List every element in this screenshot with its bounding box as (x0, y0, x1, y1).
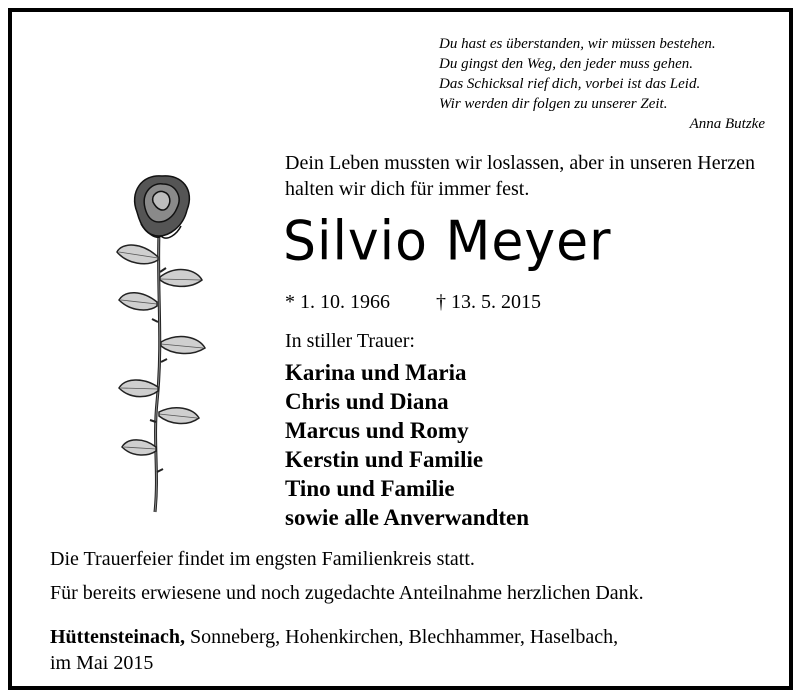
family-list (285, 358, 529, 532)
ceremony-note: Die Trauerfeier findet im engsten Familienkreis statt. (50, 548, 475, 570)
birth-date: * 1. 10. 1966 (285, 291, 390, 313)
mourning-label: In stiller Trauer: (285, 330, 415, 352)
family-member: Karina und Maria (285, 360, 467, 385)
rose-icon (107, 172, 217, 517)
poem-line: Wir werden dir folgen zu unserer Zeit. (439, 96, 668, 112)
poem-author: Anna Butzke (689, 116, 765, 132)
poem-line: Du hast es überstanden, wir müssen bestehen. (439, 36, 716, 52)
family-member: Kerstin und Familie (285, 447, 484, 472)
poem-line: Das Schicksal rief dich, vorbei ist das Leid. (439, 76, 701, 92)
poem (405, 34, 765, 134)
places-main: Hüttensteinach, (50, 626, 185, 648)
places-date: im Mai 2015 (50, 652, 154, 674)
family-member: Chris und Diana (285, 389, 449, 414)
family-member: Tino und Familie (285, 476, 455, 501)
death-date: † 13. 5. 2015 (436, 291, 541, 313)
deceased-name: Silvio Meyer (283, 210, 612, 273)
places-rest: Sonneberg, Hohenkirchen, Blechhammer, Haselbach, (185, 626, 619, 648)
life-dates (285, 289, 541, 315)
family-member: Marcus und Romy (285, 418, 469, 443)
family-member: sowie alle Anverwandten (285, 505, 530, 530)
places-line (50, 624, 690, 676)
obituary-frame (8, 8, 793, 690)
poem-line: Du gingst den Weg, den jeder muss gehen. (439, 56, 693, 72)
intro-text: Dein Leben mussten wir loslassen, aber in unseren Herzen halten wir dich für immer fest. (285, 152, 755, 200)
thanks-note: Für bereits erwiesene und noch zugedachte Anteilnahme herzlichen Dank. (50, 582, 644, 604)
